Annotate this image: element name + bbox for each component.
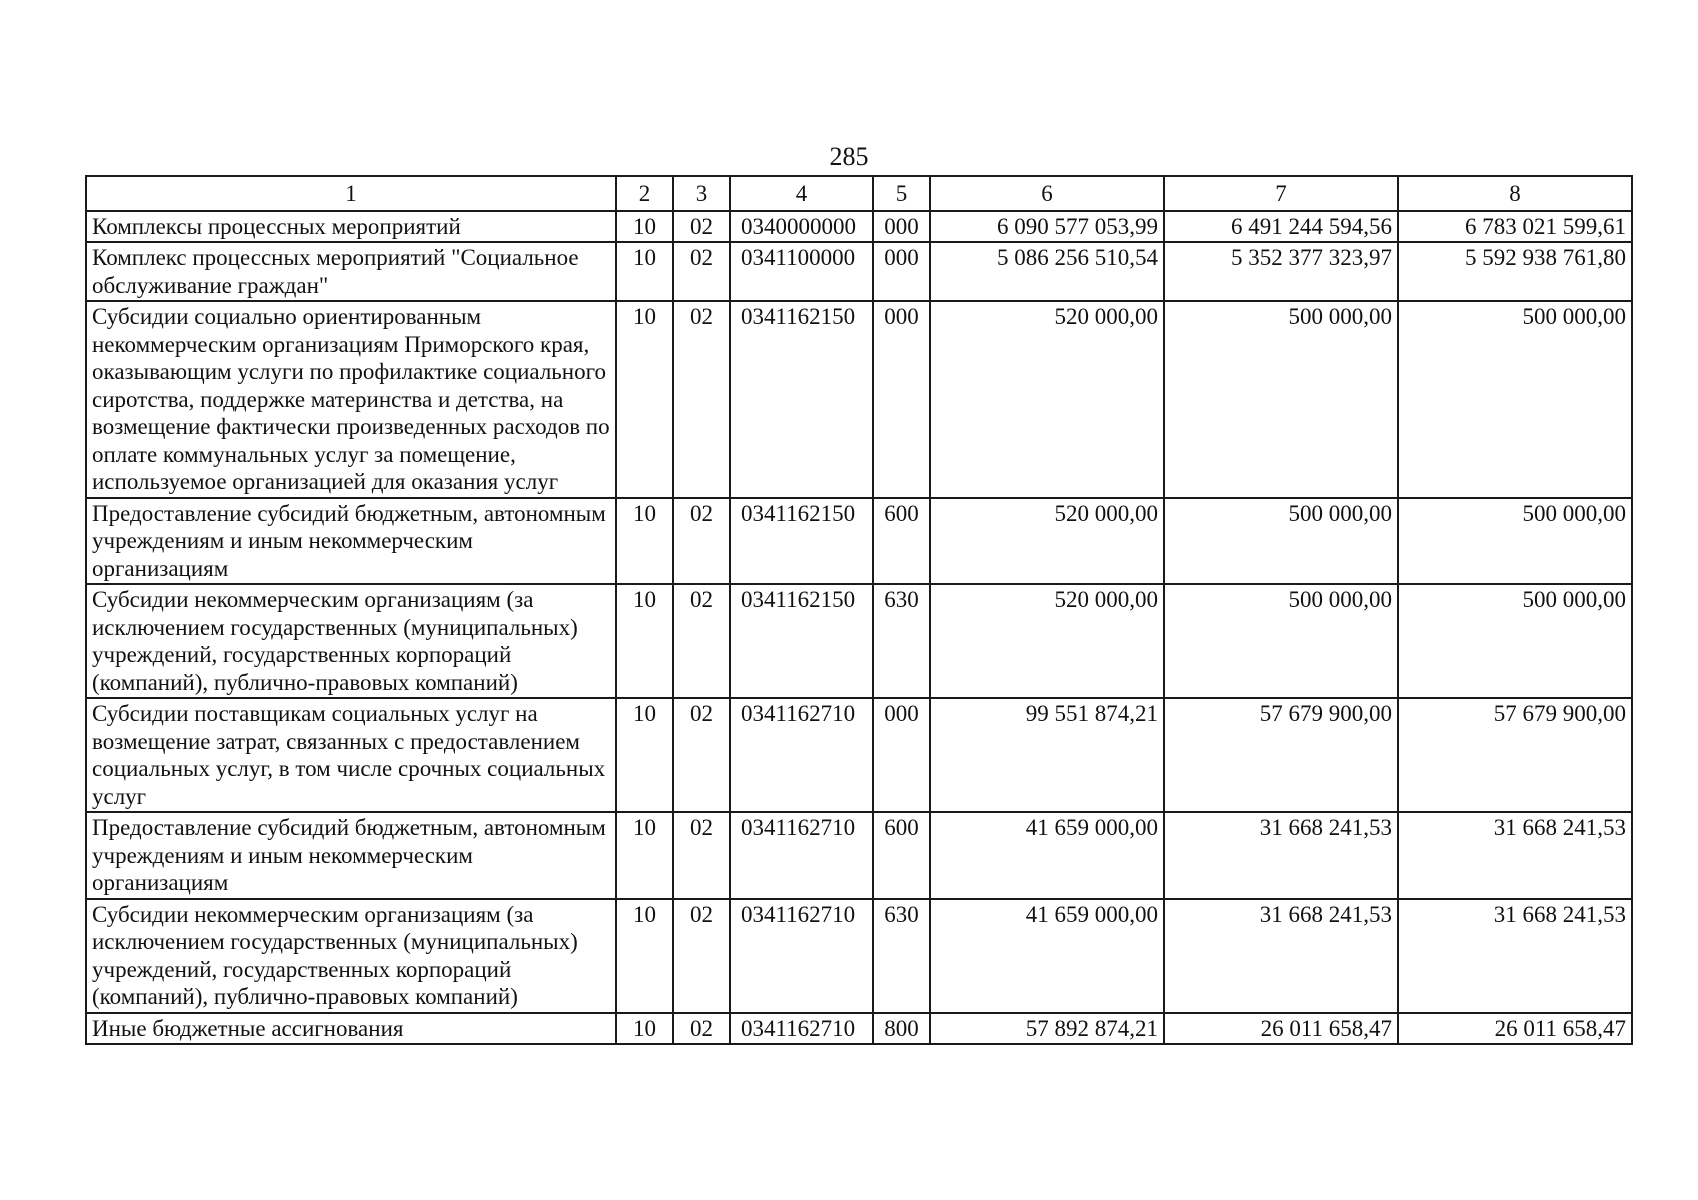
row-amount-8: 57 679 900,00	[1398, 698, 1632, 812]
row-subsection: 02	[673, 1013, 730, 1045]
row-amount-8: 500 000,00	[1398, 301, 1632, 498]
row-amount-8: 31 668 241,53	[1398, 899, 1632, 1013]
row-subsection: 02	[673, 211, 730, 243]
row-name: Предоставление субсидий бюджетным, автономным учреждениям и иным некоммерческим организациям	[86, 498, 616, 585]
header-cell: 3	[673, 176, 730, 211]
header-cell: 6	[930, 176, 1164, 211]
row-section: 10	[616, 242, 673, 301]
row-target-article: 0341162710	[730, 698, 873, 812]
row-expense-type: 630	[873, 584, 930, 698]
row-section: 10	[616, 698, 673, 812]
row-amount-8: 500 000,00	[1398, 498, 1632, 585]
row-section: 10	[616, 498, 673, 585]
row-expense-type: 000	[873, 698, 930, 812]
header-cell: 4	[730, 176, 873, 211]
row-expense-type: 000	[873, 211, 930, 243]
row-amount-8: 31 668 241,53	[1398, 812, 1632, 899]
row-target-article: 0341100000	[730, 242, 873, 301]
budget-table	[85, 175, 1633, 1045]
row-amount-8: 26 011 658,47	[1398, 1013, 1632, 1045]
header-cell: 7	[1164, 176, 1398, 211]
row-amount-7: 500 000,00	[1164, 301, 1398, 498]
header-cell: 2	[616, 176, 673, 211]
row-name: Иные бюджетные ассигнования	[86, 1013, 616, 1045]
row-target-article: 0341162150	[730, 584, 873, 698]
row-amount-6: 520 000,00	[930, 301, 1164, 498]
row-target-article: 0341162710	[730, 1013, 873, 1045]
row-section: 10	[616, 899, 673, 1013]
header-cell: 5	[873, 176, 930, 211]
row-amount-6: 41 659 000,00	[930, 899, 1164, 1013]
row-amount-6: 5 086 256 510,54	[930, 242, 1164, 301]
header-cell: 1	[86, 176, 616, 211]
row-amount-8: 500 000,00	[1398, 584, 1632, 698]
table-row	[86, 242, 1632, 301]
row-expense-type: 600	[873, 498, 930, 585]
row-section: 10	[616, 812, 673, 899]
table-row	[86, 301, 1632, 498]
row-expense-type: 630	[873, 899, 930, 1013]
row-amount-6: 57 892 874,21	[930, 1013, 1164, 1045]
table-row	[86, 1013, 1632, 1045]
row-subsection: 02	[673, 899, 730, 1013]
row-amount-6: 41 659 000,00	[930, 812, 1164, 899]
row-target-article: 0341162150	[730, 301, 873, 498]
table-row	[86, 584, 1632, 698]
row-subsection: 02	[673, 698, 730, 812]
row-amount-7: 6 491 244 594,56	[1164, 211, 1398, 243]
row-amount-7: 57 679 900,00	[1164, 698, 1398, 812]
row-expense-type: 000	[873, 242, 930, 301]
row-amount-7: 31 668 241,53	[1164, 899, 1398, 1013]
row-expense-type: 600	[873, 812, 930, 899]
table-row	[86, 498, 1632, 585]
row-amount-7: 26 011 658,47	[1164, 1013, 1398, 1045]
row-name: Комплексы процессных мероприятий	[86, 211, 616, 243]
row-amount-6: 6 090 577 053,99	[930, 211, 1164, 243]
row-target-article: 0341162150	[730, 498, 873, 585]
row-name: Комплекс процессных мероприятий "Социальное обслуживание граждан"	[86, 242, 616, 301]
table-row	[86, 211, 1632, 243]
row-amount-7: 5 352 377 323,97	[1164, 242, 1398, 301]
row-amount-7: 500 000,00	[1164, 584, 1398, 698]
row-subsection: 02	[673, 584, 730, 698]
header-row	[86, 176, 1632, 211]
header-cell: 8	[1398, 176, 1632, 211]
table-row	[86, 698, 1632, 812]
row-amount-6: 99 551 874,21	[930, 698, 1164, 812]
row-subsection: 02	[673, 498, 730, 585]
table-row	[86, 899, 1632, 1013]
row-amount-7: 31 668 241,53	[1164, 812, 1398, 899]
row-target-article: 0341162710	[730, 899, 873, 1013]
row-name: Субсидии некоммерческим организациям (за исключением государственных (муниципальных) учреждений, государственных корпораций (компаний), публично-правовых компаний)	[86, 584, 616, 698]
row-expense-type: 000	[873, 301, 930, 498]
row-section: 10	[616, 211, 673, 243]
row-name: Субсидии социально ориентированным некоммерческим организациям Приморского края, оказывающим услуги по профилактике социального сиротства, поддержке материнства и детства, на возмещение фактически произведенных расходов по оплате коммунальных услуг за помещение, используемое организацией для оказания услуг	[86, 301, 616, 498]
row-amount-8: 6 783 021 599,61	[1398, 211, 1632, 243]
row-subsection: 02	[673, 242, 730, 301]
row-name: Предоставление субсидий бюджетным, автономным учреждениям и иным некоммерческим организациям	[86, 812, 616, 899]
row-target-article: 0340000000	[730, 211, 873, 243]
page-number: 285	[829, 142, 869, 171]
table-row	[86, 812, 1632, 899]
row-amount-8: 5 592 938 761,80	[1398, 242, 1632, 301]
row-name: Субсидии поставщикам социальных услуг на возмещение затрат, связанных с предоставлением социальных услуг, в том числе срочных социальных услуг	[86, 698, 616, 812]
row-amount-6: 520 000,00	[930, 498, 1164, 585]
row-section: 10	[616, 584, 673, 698]
row-amount-6: 520 000,00	[930, 584, 1164, 698]
row-name: Субсидии некоммерческим организациям (за исключением государственных (муниципальных) учреждений, государственных корпораций (компаний), публично-правовых компаний)	[86, 899, 616, 1013]
row-subsection: 02	[673, 812, 730, 899]
row-section: 10	[616, 301, 673, 498]
row-amount-7: 500 000,00	[1164, 498, 1398, 585]
row-expense-type: 800	[873, 1013, 930, 1045]
row-section: 10	[616, 1013, 673, 1045]
row-target-article: 0341162710	[730, 812, 873, 899]
row-subsection: 02	[673, 301, 730, 498]
